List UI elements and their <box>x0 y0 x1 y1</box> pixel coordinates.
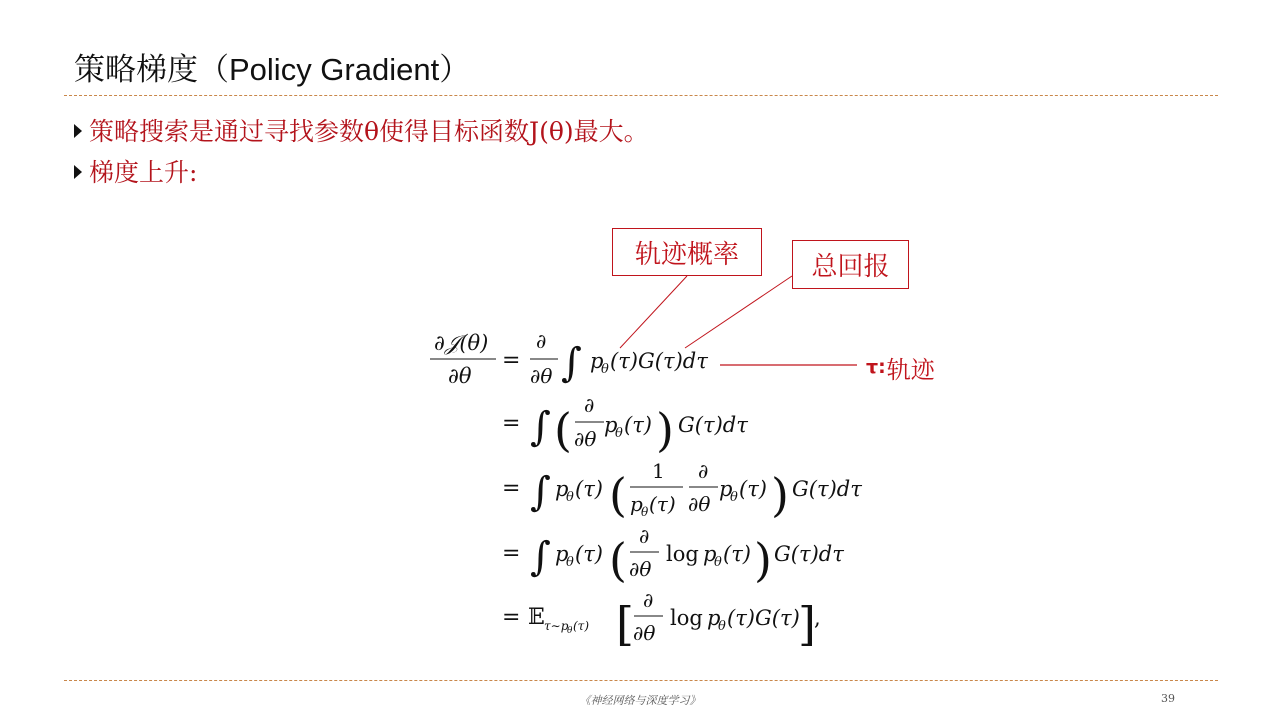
svg-text:θ: θ <box>567 626 573 636</box>
bullet-text: 梯度上升: <box>89 158 198 187</box>
triangle-bullet-icon <box>74 124 82 138</box>
svg-text:=: = <box>502 348 521 373</box>
svg-text:1: 1 <box>652 459 665 483</box>
svg-text:p: p <box>707 606 721 630</box>
callout-trajectory-probability: 轨迹概率 <box>612 228 762 276</box>
svg-text:): ) <box>771 468 789 522</box>
svg-text:=: = <box>502 411 521 436</box>
svg-text:(: ( <box>609 468 627 522</box>
svg-text:∂: ∂ <box>584 393 595 417</box>
svg-text:(τ): (τ) <box>723 542 752 566</box>
equation-line-3 <box>502 459 862 522</box>
svg-text:=: = <box>502 605 521 630</box>
svg-text:∂θ: ∂θ <box>629 557 652 581</box>
svg-text:[: [ <box>616 597 634 651</box>
tau-symbol: τ <box>866 356 879 378</box>
equation-line-5 <box>502 588 821 651</box>
svg-text:(: ( <box>609 533 627 587</box>
svg-text:θ: θ <box>601 362 609 377</box>
svg-text:∫: ∫ <box>530 534 551 580</box>
policy-gradient-equation <box>420 318 880 658</box>
svg-text:,: , <box>814 606 821 630</box>
svg-text:(τ): (τ) <box>573 619 590 633</box>
svg-text:log: log <box>670 606 703 630</box>
bullet-text: 策略搜索是通过寻找参数θ使得目标函数J(θ)最大。 <box>89 117 649 146</box>
svg-text:θ: θ <box>718 619 726 634</box>
triangle-bullet-icon <box>74 165 82 179</box>
svg-text:τ∼p: τ∼p <box>544 619 569 633</box>
tau-note-text: 轨迹 <box>886 355 935 384</box>
svg-text:(τ)G(τ): (τ)G(τ) <box>727 606 800 630</box>
svg-text:∫: ∫ <box>530 404 551 450</box>
bullet-item-policy-search <box>74 113 649 147</box>
svg-text:p: p <box>703 542 717 566</box>
svg-text:G(τ)dτ: G(τ)dτ <box>678 413 748 437</box>
svg-text:=: = <box>502 541 521 566</box>
svg-text:p: p <box>630 492 643 516</box>
svg-text:G(τ)dτ: G(τ)dτ <box>774 542 844 566</box>
svg-text:): ) <box>656 403 674 457</box>
svg-text:p: p <box>555 477 569 501</box>
title-divider <box>64 95 1218 96</box>
svg-text:∂θ: ∂θ <box>633 621 656 645</box>
svg-text:∂θ: ∂θ <box>530 364 553 388</box>
svg-text:θ: θ <box>566 555 574 570</box>
equation-lhs <box>430 331 496 388</box>
svg-text:(τ): (τ) <box>739 477 768 501</box>
svg-text:log: log <box>666 542 699 566</box>
equation-line-1 <box>502 329 708 388</box>
svg-text:∂: ∂ <box>643 588 654 612</box>
slide-title: 策略梯度（Policy Gradient） <box>74 52 471 87</box>
svg-text:(τ): (τ) <box>575 477 604 501</box>
svg-text:p: p <box>719 477 733 501</box>
svg-text:p: p <box>590 349 604 373</box>
svg-text:∂θ: ∂θ <box>688 492 711 516</box>
footer-book-title: 《神经网络与深度学习》 <box>579 694 701 707</box>
svg-text:∂: ∂ <box>536 329 547 353</box>
svg-text:∂θ: ∂θ <box>448 364 472 388</box>
svg-text:): ) <box>754 533 772 587</box>
svg-text:(τ)G(τ)dτ: (τ)G(τ)dτ <box>610 349 708 373</box>
svg-text:∫: ∫ <box>561 340 582 386</box>
svg-text:∂: ∂ <box>639 524 650 548</box>
svg-text:θ: θ <box>566 490 574 505</box>
svg-text:(τ): (τ) <box>624 413 653 437</box>
page-number: 39 <box>1161 692 1175 705</box>
footer-divider <box>64 680 1218 681</box>
svg-text:=: = <box>502 476 521 501</box>
svg-text:∫: ∫ <box>530 469 551 515</box>
svg-text:p: p <box>555 542 569 566</box>
svg-text:∂𝒥(θ): ∂𝒥(θ) <box>434 331 489 355</box>
svg-text:θ: θ <box>615 426 623 441</box>
svg-text:G(τ)dτ: G(τ)dτ <box>792 477 862 501</box>
svg-text:θ: θ <box>641 505 649 519</box>
svg-text:(: ( <box>554 403 572 457</box>
svg-text:θ: θ <box>714 555 722 570</box>
callout-total-return: 总回报 <box>792 240 909 289</box>
equation-line-2 <box>502 393 748 457</box>
svg-text:𝔼: 𝔼 <box>528 605 545 630</box>
svg-text:θ: θ <box>730 490 738 505</box>
svg-text:∂θ: ∂θ <box>574 427 597 451</box>
svg-text:∂: ∂ <box>698 459 709 483</box>
bullet-item-gradient-ascent <box>74 154 197 188</box>
svg-text:(τ): (τ) <box>649 492 676 516</box>
svg-text:(τ): (τ) <box>575 542 604 566</box>
svg-text:p: p <box>604 413 618 437</box>
tau-colon: : <box>878 356 886 378</box>
equation-line-4 <box>502 524 844 587</box>
svg-text:]: ] <box>798 597 816 651</box>
